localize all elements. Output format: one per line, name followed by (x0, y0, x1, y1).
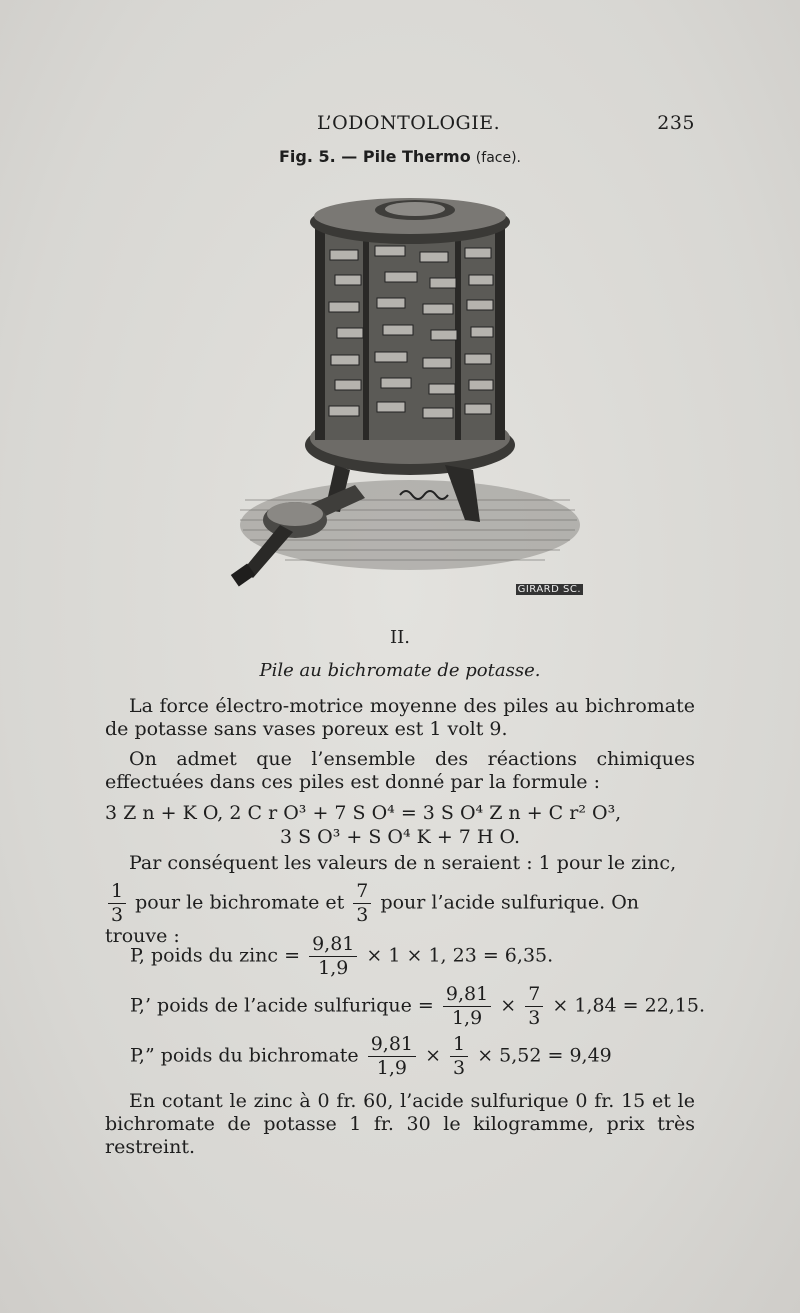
calc-acid-fraction (443, 985, 491, 1028)
paragraph-emf: La force électro-motrice moyenne des piles au bichromate de potasse sans vases poreux est 1 volt 9. (105, 695, 695, 740)
calc-bichromate-label: P,” poids du bichromate (130, 1044, 359, 1067)
calc-bichromate-times: × (425, 1044, 441, 1067)
values-text-2: pour l’acide sulfurique. On trouve : (105, 891, 640, 947)
figure-caption-sub: (face). (475, 150, 521, 166)
calc-zinc-rest: × 1 × 1, 23 = 6,35. (366, 944, 554, 967)
fraction-zinc-bichromate (108, 882, 126, 925)
calc-acid-label: P,’ poids de l’acide sulfurique = (130, 994, 434, 1017)
fraction-numerator: 7 (353, 882, 371, 904)
calc-zinc-label: P, poids du zinc = (130, 944, 301, 967)
journal-title: L’ODONTOLOGIE. (317, 112, 501, 134)
fraction-numerator: 9,81 (309, 935, 357, 957)
calc-bichromate-fraction (368, 1035, 416, 1078)
running-header (105, 112, 695, 140)
calc-acid (130, 985, 720, 1028)
calc-bichromate-fraction-2 (450, 1035, 468, 1078)
thermo-pile-illustration (225, 180, 585, 605)
engraver-signature: GIRARD SC. (517, 584, 581, 595)
paragraph-prices: En cotant le zinc à 0 fr. 60, l’acide sulfurique 0 fr. 15 et le bichromate de potasse 1 fr. 30 le kilogramme, prix très restreint. (105, 1090, 695, 1158)
chemical-formula-line2: 3 S O³ + S O⁴ K + 7 H O. (279, 826, 521, 848)
fraction-numerator: 9,81 (443, 985, 491, 1007)
calc-acid-times: × (500, 994, 517, 1017)
fraction-denominator: 1,9 (318, 957, 349, 979)
calc-zinc-fraction (309, 935, 357, 978)
thermo-pile-engraving (225, 180, 585, 605)
fraction-numerator: 9,81 (368, 1035, 416, 1057)
fraction-denominator: 3 (453, 1057, 466, 1079)
section-title: Pile au bichromate de potasse. (259, 660, 541, 681)
fraction-denominator: 1,9 (376, 1057, 407, 1079)
calc-bichromate-rest: × 5,52 = 9,49 (477, 1044, 612, 1067)
calc-bichromate (130, 1035, 720, 1078)
fraction-denominator: 3 (111, 904, 124, 926)
paragraph-values-n: Par conséquent les valeurs de n seraient : 1 pour le zinc, (129, 852, 677, 874)
calc-zinc (130, 935, 720, 978)
fraction-denominator: 1,9 (451, 1007, 483, 1029)
chemical-formula-line1: 3 Z n + K O, 2 C r O³ + 7 S O⁴ = 3 S O⁴ Z n + C r² O³, (105, 802, 622, 824)
paragraph-reactions: On admet que l’ensemble des réactions chimiques effectuées dans ces piles est donné par la formule : (105, 748, 695, 793)
calc-acid-rest: × 1,84 = 22,15. (552, 994, 706, 1017)
fraction-numerator: 7 (525, 985, 543, 1007)
section-number: II. (390, 627, 410, 648)
page-number: 235 (657, 112, 695, 134)
figure-caption-main: Fig. 5. — Pile Thermo (279, 147, 471, 166)
figure-caption (0, 147, 800, 166)
fraction-numerator: 1 (450, 1035, 468, 1057)
fraction-denominator: 3 (528, 1007, 541, 1029)
values-text-1: pour le bichromate et (135, 891, 345, 914)
calc-acid-fraction-2 (525, 985, 543, 1028)
fraction-numerator: 1 (108, 882, 126, 904)
fraction-acid (353, 882, 371, 925)
fraction-denominator: 3 (356, 904, 369, 926)
